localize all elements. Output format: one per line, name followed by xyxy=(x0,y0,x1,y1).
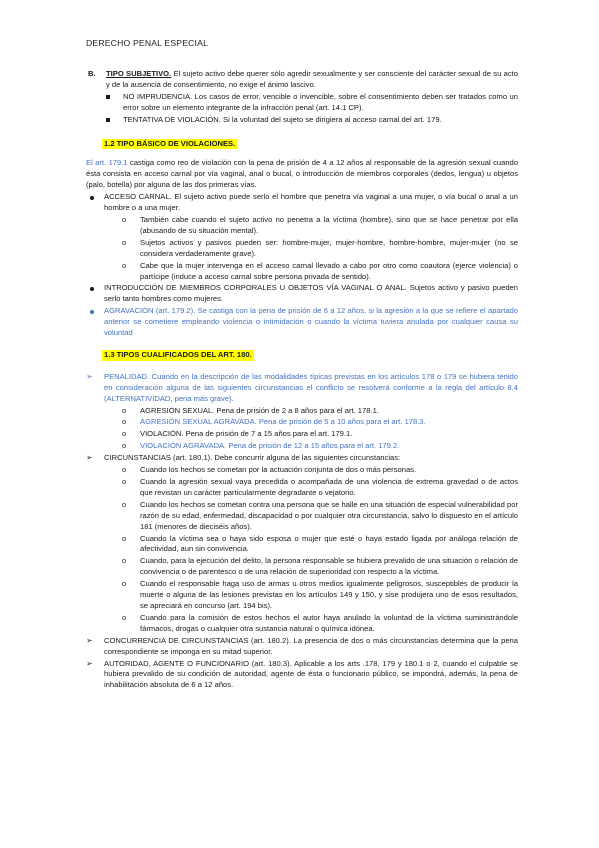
circle-bullet-icon: o xyxy=(122,579,127,589)
list-item-circunstancias: ➢ CIRCUNSTANCIAS (art. 180.1). Debe concurrir alguna de las siguientes circunstancias: xyxy=(86,453,401,463)
square-bullet-icon xyxy=(106,118,110,122)
list-item-agravacion: AGRAVACIÓN (art. 179.2). Se castiga con la pena de prisión de 6 a 12 años, si la agresión a la que se refiere el apartado anterior se cometiere empleando violencia o intimidación o cuando la víctima tuviera anulada por cualquier causa su voluntad xyxy=(86,306,518,339)
circle-bullet-icon: o xyxy=(122,556,127,566)
list-item-concurrencia: ➢ CONCURRENCIA DE CIRCUNSTANCIAS (art. 180.2). La presencia de dos o más circunstancias determina que la pena correspondiente se imponga en su mitad superior. xyxy=(86,635,518,656)
section-b-marker: B. xyxy=(88,69,96,78)
sub-list-item: o Cuando los hechos se cometan contra una persona que se halle en una situación de especial vulnerabilidad por razón de su edad, enfermedad, discapacidad o por cualquier otra circunstancia, salvo lo dispuesto en el artículo 181 (menores de dieciséis años). xyxy=(122,499,518,531)
sub-list-item: o Sujetos activos y pasivos pueden ser: hombre-mujer, mujer-hombre, hombre-hombre, mujer-mujer (no se considera verdaderamente grave). xyxy=(122,237,518,258)
section-1-2-intro: El art. 179.1 castiga como reo de violación con la pena de prisión de 4 a 12 años al responsable de la agresión sexual cuando ésta consista en acceso carnal por vía vaginal, anal o bucal, o introducción de miembros corporales (dedos, lengua) u objetos (palo, botella) por alguna de las dos primeras vías. xyxy=(86,158,518,190)
circle-bullet-icon: o xyxy=(122,441,127,451)
section-1-2-heading: 1.2 TIPO BÁSICO DE VIOLACIONES. xyxy=(104,138,236,148)
circle-bullet-icon: o xyxy=(122,405,127,415)
document-body xyxy=(86,69,518,691)
sub-list-item: o Cuando los hechos se cometan por la actuación conjunta de dos o más personas. xyxy=(122,465,417,475)
list-item-autoridad: ➢ AUTORIDAD, AGENTE O FUNCIONARIO (art. 180.3). Aplicable a los arts .178, 179 y 180.1 o 2, cuando el culpable se hubiera prevalido de su condición de autoridad, agente de ésta o funcionario público, se impondrá, además, la pena de inhabilitación absoluta de 6 a 12 años. xyxy=(86,658,518,690)
bullet-icon xyxy=(90,310,94,314)
circle-bullet-icon: o xyxy=(122,465,127,475)
circle-bullet-icon: o xyxy=(122,214,127,224)
sub-list-item: o Cuando, para la ejecución del delito, la persona responsable se hubiera prevalido de una situación o relación de convivencia o de parentesco o de una relación de superioridad con respecto a la víctima. xyxy=(122,556,518,577)
list-item-acceso-carnal: ACCESO CARNAL. El sujeto activo puede serlo el hombre que penetra vía vaginal a una mujer, o vía bucal o anal a un hombre o a una mujer. xyxy=(86,192,518,214)
list-item: TENTATIVA DE VIOLACIÓN. Si la voluntad del sujeto se dirigiera al acceso carnal del art. 179. xyxy=(86,115,518,126)
arrow-bullet-icon: ➢ xyxy=(86,635,93,645)
circle-bullet-icon: o xyxy=(122,499,127,509)
list-item-introduccion: INTRODUCCIÓN DE MIEMBROS CORPORALES U OBJETOS VÍA VAGINAL O ANAL. Sujetos activo y pasivo pueden serlo tanto hombres como mujeres. xyxy=(86,283,518,305)
list-item-penalidad: ➢ PENALIDAD. Cuando en la descripción de las modalidades típicas previstas en los artículos 178 o 179 se hubiera tenido en consideración alguna de las siguientes circunstancias el conflicto se resolverá conforme a la regla del artículo 8.4 (ALTERNATIVIDAD, pena más grave). xyxy=(86,371,518,403)
list-item: NO IMPRUDENCIA. Los casos de error, vencible o invencible, sobre el consentimiento deben ser tratados como un error sobre un elemento integrante de la infracción penal (art. 14.1 CP). xyxy=(86,92,518,114)
sub-list-item: o Cuando la víctima sea o haya sido esposa o mujer que esté o haya estado ligada por análoga relación de afectividad, aun sin convivencia. xyxy=(122,533,518,554)
arrow-bullet-icon: ➢ xyxy=(86,658,93,668)
circle-bullet-icon: o xyxy=(122,417,127,427)
circle-bullet-icon: o xyxy=(122,477,127,486)
sub-list-item: o Cabe que la mujer intervenga en el acceso carnal llevado a cabo por otro como coautora (ejerce violencia) o partícipe (induce a acceso carnal sobre persona privada de sentido). xyxy=(122,260,518,281)
running-header: DERECHO PENAL ESPECIAL xyxy=(86,38,209,48)
sub-list-item: o Cuando el responsable haga uso de armas u otros medios igualmente peligrosos, susceptibles de producir la muerte o alguna de las lesiones previstas en los artículos 149 y 150, y sise produjera uno de esos resultados, se apreciará en concurso (art. 194 bis). xyxy=(122,579,518,610)
sub-list-item: o VIOLACIÓN. Pena de prisión de 7 a 15 años para el art. 179.1. xyxy=(122,429,353,439)
sub-list-item: o AGRESIÓN SEXUAL AGRAVADA. Pena de prisión de 5 a 10 años para el art. 178.3. xyxy=(122,417,426,427)
circle-bullet-icon: o xyxy=(122,533,127,543)
bullet-icon xyxy=(90,196,94,200)
sub-list-item: o Cuando para la comisión de estos hechos el autor haya anulado la voluntad de la víctima suministrándole fármacos, drogas o cualquier otra sustancia natural o química idónea. xyxy=(122,612,518,633)
section-1-3-heading: 1.3 TIPOS CUALIFICADOS DEL ART. 180. xyxy=(104,349,252,359)
section-b-paragraph xyxy=(86,69,518,91)
circle-bullet-icon: o xyxy=(122,429,127,439)
section-b-text: El sujeto activo debe querer sólo agredir sexualmente y ser consciente del carácter sexual de su acto y de la ausencia de consentimiento, no exige el ánimo lascivo. xyxy=(106,69,518,89)
square-bullet-icon xyxy=(106,95,110,99)
arrow-bullet-icon: ➢ xyxy=(86,453,93,463)
sub-list-item: o AGRESIÓN SEXUAL. Pena de prisión de 2 a 8 años para el art. 178.1. xyxy=(122,405,379,415)
bullet-icon xyxy=(90,287,94,291)
circle-bullet-icon: o xyxy=(122,612,127,622)
sub-list-item: o También cabe cuando el sujeto activo no penetra a la víctima (hombre), sino que se hace penetrar por ella (abusando de su situación mental). xyxy=(122,214,518,235)
sub-list-item: o VIOLACIÓN AGRAVADA. Pena de prisión de 12 a 15 años para el art. 179.2. xyxy=(122,441,400,451)
circle-bullet-icon: o xyxy=(122,237,127,247)
arrow-bullet-icon: ➢ xyxy=(86,371,93,381)
circle-bullet-icon: o xyxy=(122,260,127,270)
sub-list-item: o Cuando la agresión sexual vaya precedida o acompañada de una violencia de extrema gravedad o de actos que revistan un carácter particularmente degradante o vejatorio. xyxy=(122,477,518,497)
article-reference: El art. 179.1 xyxy=(86,158,128,168)
section-b-title: TIPO SUBJETIVO. xyxy=(106,69,172,78)
